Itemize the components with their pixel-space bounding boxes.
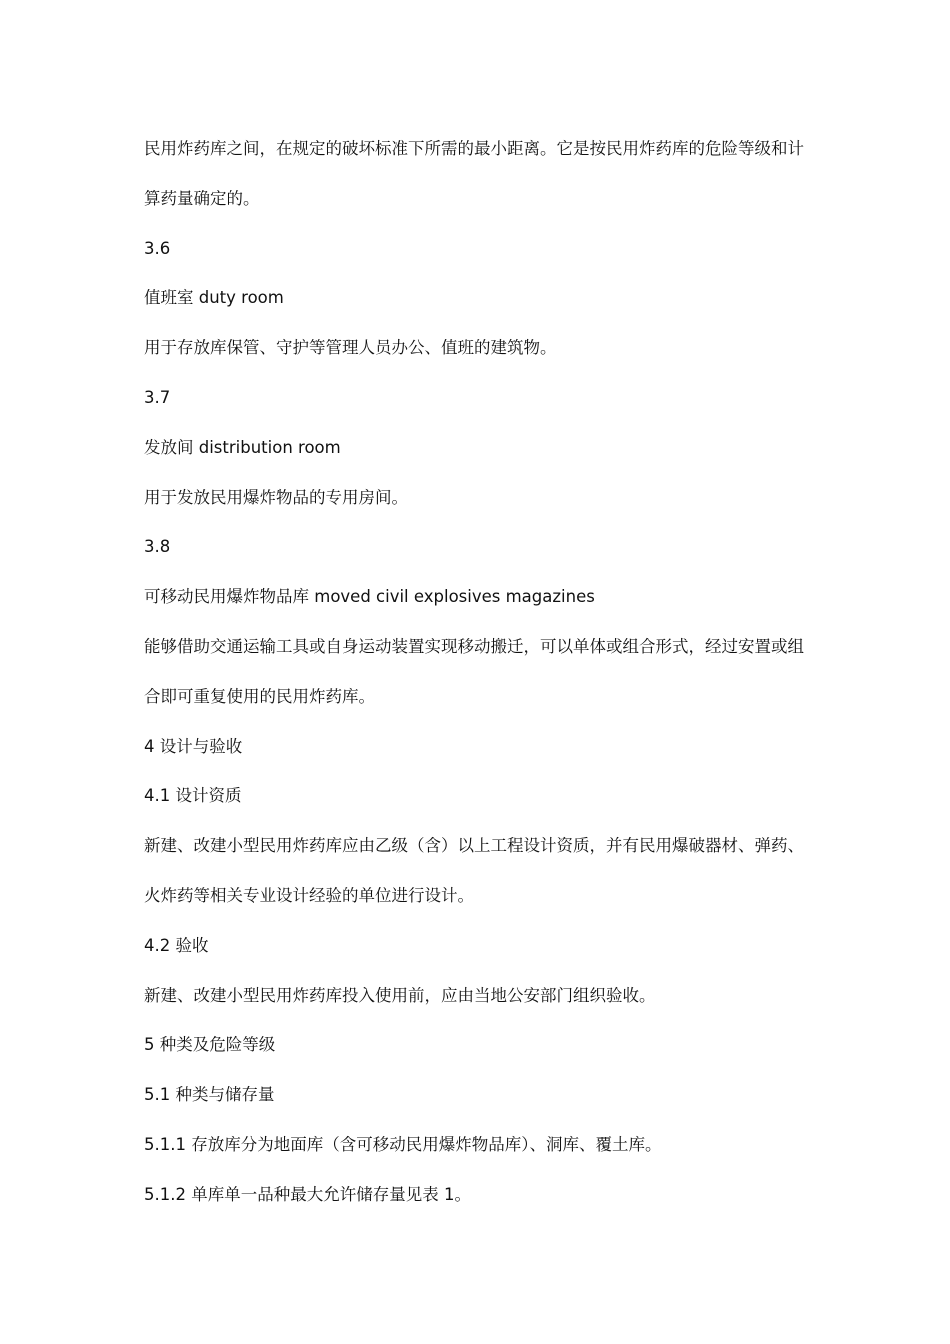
- term-heading: 发放间 distribution room: [144, 437, 341, 457]
- term-definition: 用于存放库保管、守护等管理人员办公、值班的建筑物。: [144, 338, 557, 358]
- paragraph-line: 新建、改建小型民用炸药库应由乙级（含）以上工程设计资质，并有民用爆破器材、弹药、: [144, 836, 804, 856]
- clause-line: 5.1.1 存放库分为地面库（含可移动民用爆炸物品库）、洞库、覆土库。: [144, 1134, 662, 1154]
- section-number: 3.8: [144, 537, 171, 557]
- paragraph-line: 算药量确定的。: [144, 188, 260, 208]
- paragraph-line: 火炸药等相关专业设计经验的单位进行设计。: [144, 885, 474, 905]
- section-number: 3.7: [144, 387, 171, 407]
- paragraph-line: 新建、改建小型民用炸药库投入使用前，应由当地公安部门组织验收。: [144, 985, 656, 1005]
- term-heading: 可移动民用爆炸物品库 moved civil explosives magazines: [144, 587, 595, 607]
- paragraph-line: 民用炸药库之间，在规定的破坏标准下所需的最小距离。它是按民用炸药库的危险等级和计: [144, 139, 804, 158]
- term-heading: 值班室 duty room: [144, 288, 284, 308]
- document-body: [144, 124, 814, 1220]
- subsection-heading: 5.1 种类与储存量: [144, 1085, 275, 1105]
- term-definition: 能够借助交通运输工具或自身运动装置实现移动搬迁，可以单体或组合形式，经过安置或组: [144, 636, 804, 656]
- section-heading: 4 设计与验收: [144, 736, 243, 756]
- section-number: 3.6: [144, 238, 171, 258]
- term-definition: 合即可重复使用的民用炸药库。: [144, 686, 375, 706]
- subsection-heading: 4.2 验收: [144, 935, 209, 955]
- section-heading: 5 种类及危险等级: [144, 1035, 276, 1055]
- subsection-heading: 4.1 设计资质: [144, 786, 242, 806]
- term-definition: 用于发放民用爆炸物品的专用房间。: [144, 487, 408, 507]
- clause-line: 5.1.2 单库单一品种最大允许储存量见表 1。: [144, 1184, 471, 1204]
